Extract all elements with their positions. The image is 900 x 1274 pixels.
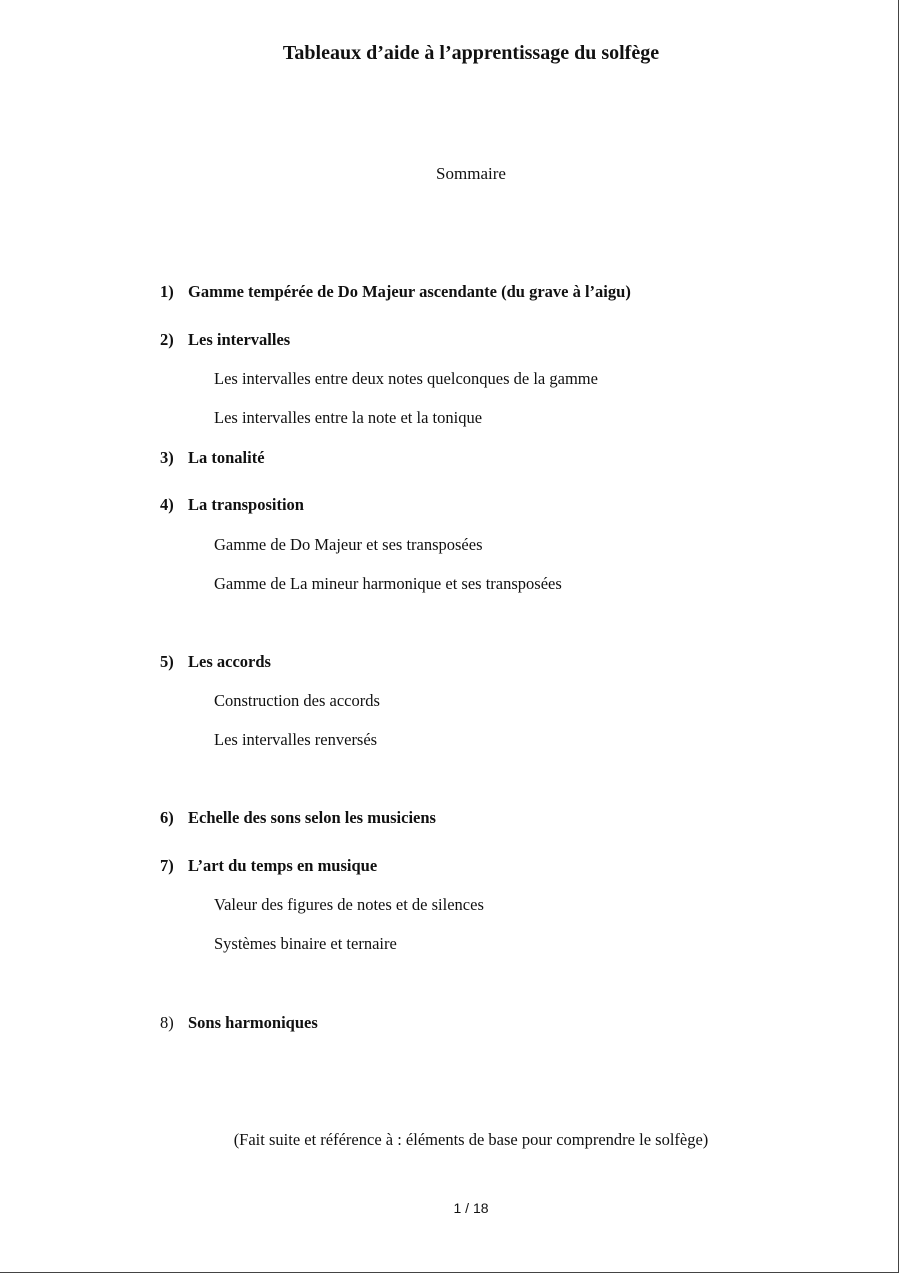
toc-item-4 — [160, 495, 304, 515]
toc-subitem: Valeur des figures de notes et de silences — [214, 895, 484, 914]
toc-subitem: Gamme de La mineur harmonique et ses transposées — [214, 574, 562, 593]
toc-item-8 — [160, 1013, 318, 1033]
toc-item-3 — [160, 448, 265, 468]
page-number: 1 / 18 — [453, 1200, 489, 1216]
toc-item-number: 1) — [160, 282, 174, 301]
toc-item-label: Les intervalles — [188, 330, 291, 349]
toc-item-1 — [160, 282, 631, 302]
toc-item-number: 8) — [160, 1013, 174, 1032]
toc-item-number: 7) — [160, 856, 174, 875]
toc-item-label: L’art du temps en musique — [188, 856, 378, 875]
summary-heading: Sommaire — [436, 164, 506, 183]
toc-item-label: Echelle des sons selon les musiciens — [188, 808, 436, 827]
toc-subitem: Les intervalles entre deux notes quelconques de la gamme — [214, 369, 598, 388]
toc-item-label: La tonalité — [188, 448, 265, 467]
toc-subitem: Systèmes binaire et ternaire — [214, 934, 397, 953]
toc-item-2 — [160, 330, 290, 350]
document-title: Tableaux d’aide à l’apprentissage du solfège — [282, 42, 660, 64]
toc-item-number: 2) — [160, 330, 174, 349]
toc-subitem: Construction des accords — [214, 691, 380, 710]
toc-item-label: Les accords — [188, 652, 271, 671]
toc-item-number: 5) — [160, 652, 174, 671]
toc-item-6 — [160, 808, 436, 828]
toc-subitem: Gamme de Do Majeur et ses transposées — [214, 535, 483, 554]
toc-subitem: Les intervalles renversés — [214, 730, 378, 749]
toc-item-5 — [160, 652, 271, 672]
toc-item-7 — [160, 856, 377, 876]
toc-subitem: Les intervalles entre la note et la tonique — [214, 408, 483, 427]
toc-item-label: La transposition — [188, 495, 304, 514]
toc-item-number: 6) — [160, 808, 174, 827]
footnote: (Fait suite et référence à : éléments de base pour comprendre le solfège) — [233, 1130, 709, 1149]
toc-item-number: 3) — [160, 448, 174, 467]
toc-item-label: Gamme tempérée de Do Majeur ascendante (du grave à l’aigu) — [188, 282, 631, 301]
toc-item-label: Sons harmoniques — [188, 1013, 318, 1032]
toc-item-number: 4) — [160, 495, 174, 514]
